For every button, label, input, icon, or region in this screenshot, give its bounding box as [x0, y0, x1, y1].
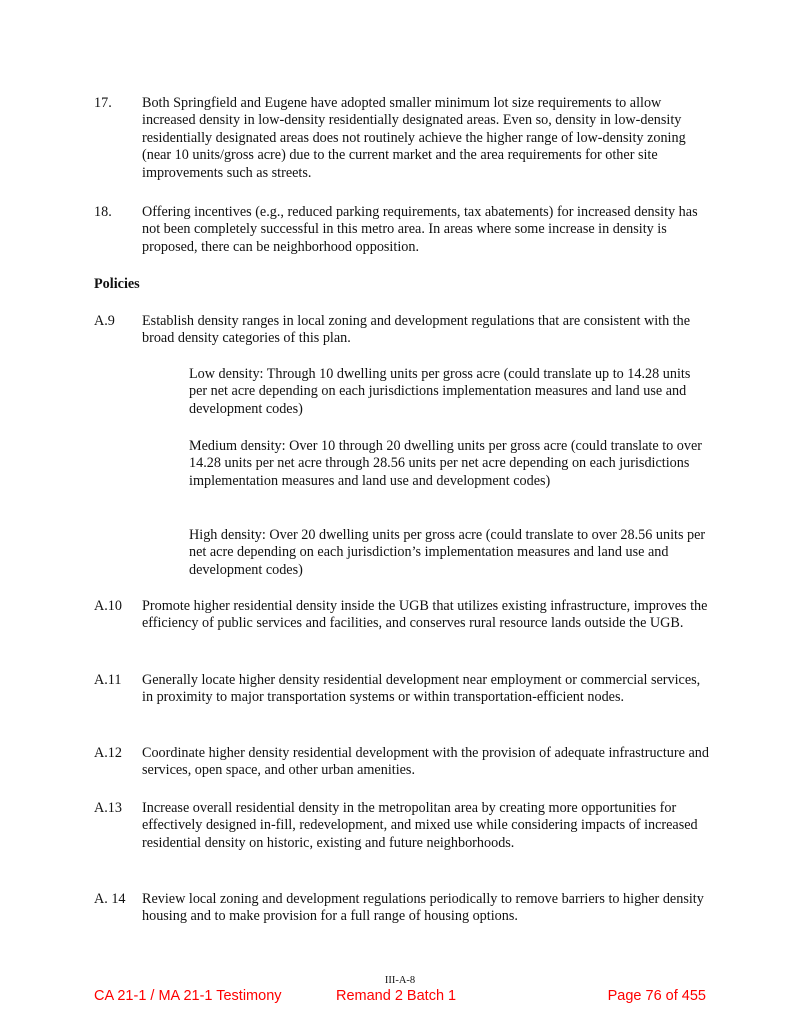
- policy-text: Establish density ranges in local zoning and development regulations that are consistent with the broad density categories of this plan.: [142, 313, 691, 347]
- footer-testimony: CA 21-1 / MA 21-1 Testimony: [94, 988, 282, 1004]
- policy-a12: [94, 745, 714, 780]
- page-number: III-A-8: [384, 975, 416, 986]
- policy-a14: [94, 891, 714, 926]
- policy-a13: [94, 800, 714, 852]
- density-low: Low density: Through 10 dwelling units per gross acre (could translate up to 14.28 units per net acre depending on each jurisdictions implementation measures and land use and development codes): [189, 366, 691, 417]
- footer-batch: Remand 2 Batch 1: [336, 988, 457, 1004]
- finding-17: [94, 95, 714, 182]
- policy-text: Promote higher residential density inside the UGB that utilizes existing infrastructure, improves the efficiency of public services and facilities, and conserves rural resource lands outside the UGB.: [142, 598, 708, 632]
- finding-number: 17.: [94, 95, 112, 111]
- policy-text: Review local zoning and development regulations periodically to remove barriers to higher density housing and to make provision for a full range of housing options.: [142, 891, 704, 925]
- policy-a9: [94, 313, 714, 348]
- policy-number: A. 14: [94, 891, 126, 907]
- policy-number: A.10: [94, 598, 122, 614]
- policy-text: Increase overall residential density in the metropolitan area by creating more opportunities for effectively designed in-fill, redevelopment, and mixed use while considering impacts of increased residential density on historic, existing and future neighborhoods.: [142, 800, 698, 851]
- policy-text: Coordinate higher density residential development with the provision of adequate infrastructure and services, open space, and other urban amenities.: [142, 745, 709, 779]
- policy-number: A.13: [94, 800, 122, 816]
- policy-a11: [94, 672, 714, 707]
- density-high: High density: Over 20 dwelling units per gross acre (could translate to over 28.56 units per net acre depending on each jurisdiction’s implementation measures and land use and development codes): [189, 527, 706, 578]
- policy-number: A.9: [94, 313, 115, 329]
- finding-text: Offering incentives (e.g., reduced parking requirements, tax abatements) for increased density has not been completely successful in this metro area. In areas where some increase in density is proposed, there can be neighborhood opposition.: [142, 204, 698, 255]
- finding-text: Both Springfield and Eugene have adopted smaller minimum lot size requirements to allow increased density in low-density residentially designated areas. Even so, density in low-density residentially designated areas does not routinely achieve the higher range of low-density zoning (near 10 units/gross acre) due to the current market and the area requirements for other site improvements such as streets.: [142, 95, 686, 181]
- policy-text: Generally locate higher density residential development near employment or commercial services, in proximity to major transportation systems or within transportation-efficient nodes.: [142, 672, 701, 706]
- policies-heading: Policies: [94, 276, 140, 292]
- density-medium: Medium density: Over 10 through 20 dwelling units per gross acre (could translate to over 14.28 units per net acre through 28.56 units per net acre depending on each jurisdictions implementation measures and land use and development codes): [189, 438, 703, 489]
- policy-number: A.12: [94, 745, 122, 761]
- footer-page-count: Page 76 of 455: [607, 988, 706, 1004]
- policy-a10: [94, 598, 714, 633]
- finding-number: 18.: [94, 204, 112, 220]
- policy-number: A.11: [94, 672, 122, 688]
- finding-18: [94, 204, 714, 256]
